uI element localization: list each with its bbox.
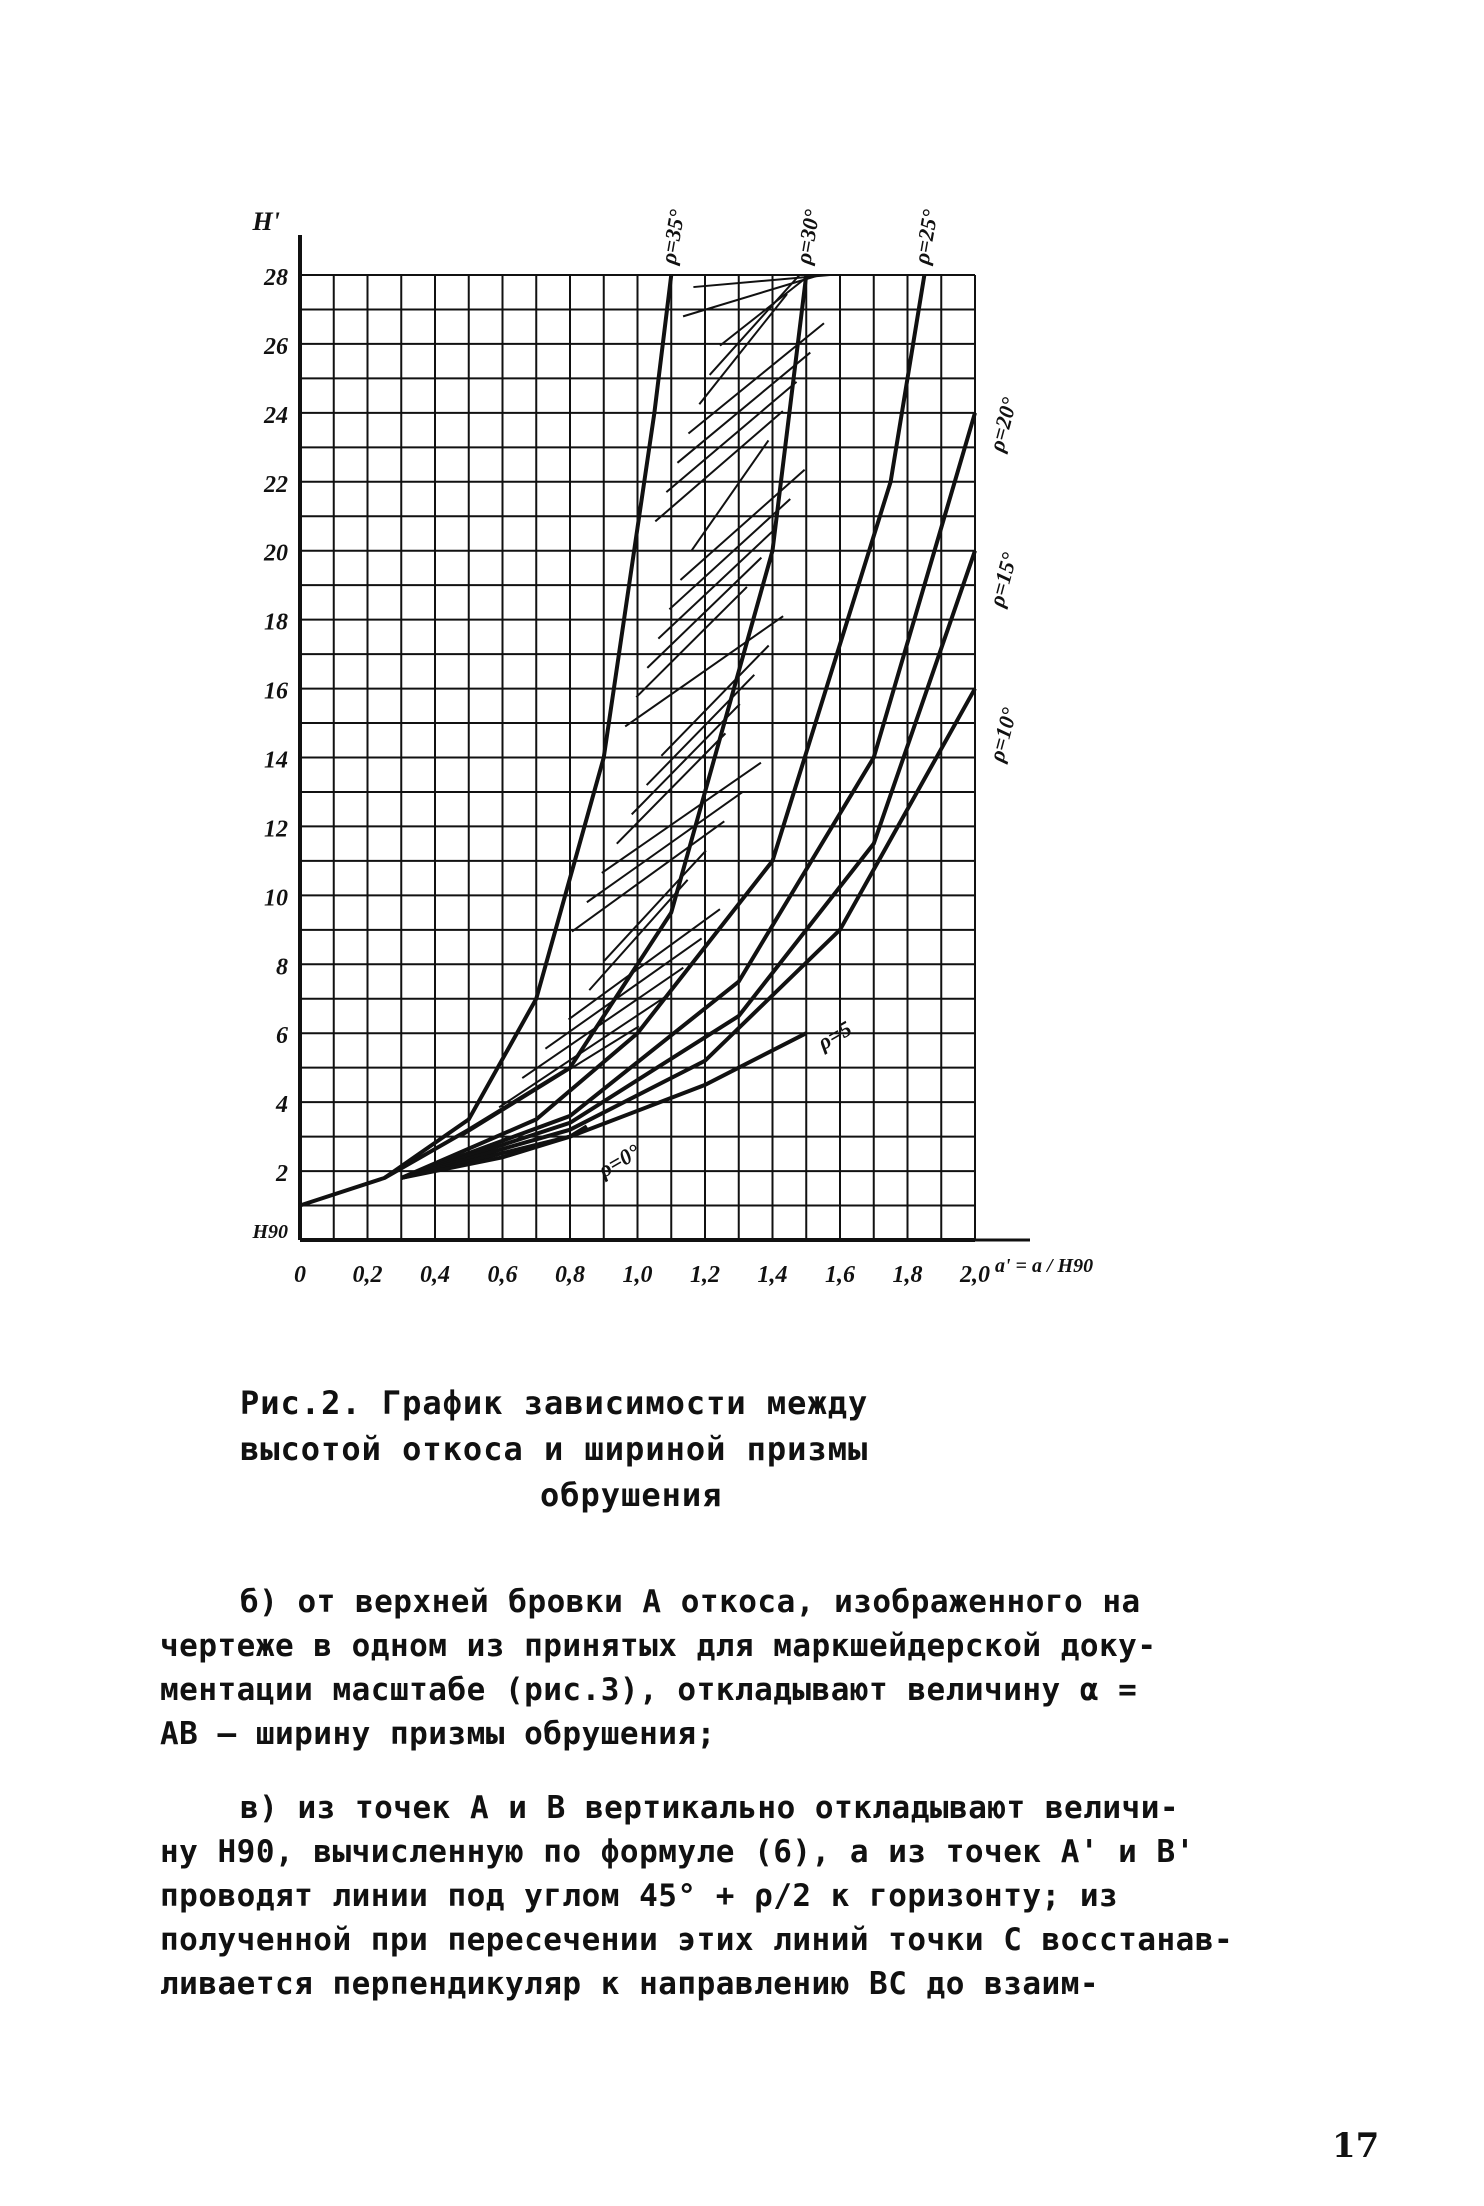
paragraph-c-line-2: ну H90, вычисленную по формуле (6), а из точек А' и В' bbox=[160, 1834, 1195, 1870]
y-tick-label: 24 bbox=[264, 402, 288, 429]
x-tick-label: 2,0 bbox=[960, 1262, 990, 1288]
y-tick-label: 14 bbox=[264, 747, 288, 774]
x-tick-label: 0 bbox=[294, 1262, 306, 1288]
curve-label-right: ρ=10° bbox=[983, 705, 1022, 765]
paragraph-b-line-4: АВ – ширину призмы обрушения; bbox=[160, 1716, 716, 1752]
y-tick-label: 4 bbox=[276, 1092, 288, 1119]
curve-label-inner: ρ=0° bbox=[593, 1138, 645, 1183]
hatch-line bbox=[693, 275, 829, 287]
figure-caption bbox=[240, 1380, 1060, 1518]
caption-line-3: обрушения bbox=[540, 1476, 723, 1514]
x-tick-label: 1,6 bbox=[825, 1262, 855, 1288]
caption-line-1: Рис.2. График зависимости между bbox=[240, 1384, 869, 1422]
y-tick-label: 22 bbox=[264, 471, 288, 498]
y-axis-label: H' bbox=[252, 207, 280, 236]
x-tick-label: 0,8 bbox=[555, 1262, 585, 1288]
curve-label-top: ρ=30° bbox=[790, 207, 825, 266]
x-tick-label: 0,2 bbox=[352, 1262, 383, 1288]
body-text bbox=[160, 1580, 1390, 2036]
hatch-line bbox=[499, 997, 665, 1107]
y-tick-label: 10 bbox=[264, 885, 288, 912]
x-axis-label: a' = a / H90 bbox=[995, 1255, 1094, 1277]
origin-label: H90 bbox=[252, 1221, 288, 1243]
hatch-line bbox=[632, 704, 740, 814]
x-tick-label: 1,0 bbox=[622, 1262, 653, 1288]
y-tick-label: 16 bbox=[264, 678, 288, 705]
hatch-line bbox=[661, 645, 768, 755]
hatch-line bbox=[710, 275, 800, 375]
x-tick-label: 0,4 bbox=[420, 1262, 450, 1288]
paragraph-b-line-2: чертеже в одном из принятых для маркшейдерской доку- bbox=[160, 1628, 1157, 1664]
y-tick-label: 6 bbox=[276, 1023, 288, 1050]
x-tick-label: 0,6 bbox=[487, 1262, 518, 1288]
paragraph-b bbox=[160, 1580, 1390, 1756]
curve-line bbox=[300, 275, 671, 1206]
x-tick-label: 1,8 bbox=[892, 1262, 923, 1288]
page-number: 17 bbox=[1332, 2126, 1380, 2166]
y-tick-label: 18 bbox=[264, 609, 288, 636]
y-tick-label: 12 bbox=[264, 816, 288, 843]
curve-label-top: ρ=25° bbox=[908, 207, 943, 266]
paragraph-c bbox=[160, 1786, 1390, 2006]
hatch-line bbox=[587, 792, 743, 902]
curve-label-right: ρ=15° bbox=[983, 549, 1022, 610]
curve-label-right: ρ=20° bbox=[983, 394, 1022, 455]
paragraph-c-line-3: проводят линии под углом 45° + ρ/2 к горизонту; из bbox=[160, 1878, 1119, 1914]
y-tick-label: 28 bbox=[264, 265, 288, 291]
y-tick-label: 20 bbox=[264, 540, 288, 567]
hatch-line bbox=[572, 821, 724, 931]
hatch-line bbox=[699, 294, 787, 404]
paragraph-b-line-1: б) от верхней бровки А откоса, изображенного на bbox=[240, 1584, 1141, 1620]
x-tick-label: 1,4 bbox=[757, 1262, 788, 1288]
curve-label-inner: ρ=5 bbox=[813, 1015, 856, 1055]
paragraph-c-line-5: ливается перпендикуляр к направлению ВС до взаим- bbox=[160, 1966, 1100, 2002]
paragraph-b-line-3: ментации масштабе (рис.3), откладывают величину α = bbox=[160, 1672, 1138, 1708]
x-tick-label: 1,2 bbox=[690, 1262, 720, 1288]
y-tick-label: 2 bbox=[276, 1161, 288, 1188]
y-tick-label: 26 bbox=[264, 333, 288, 360]
hatch-line bbox=[658, 528, 775, 638]
hatch-line bbox=[680, 470, 804, 580]
paragraph-c-line-4: полученной при пересечении этих линий точки С восстанав- bbox=[160, 1922, 1234, 1958]
y-tick-label: 8 bbox=[276, 954, 288, 981]
chart-labels bbox=[251, 207, 1093, 1288]
chart-grid bbox=[300, 235, 1030, 1240]
curve-label-top: ρ=35° bbox=[655, 207, 690, 266]
hatch-line bbox=[604, 851, 706, 961]
paragraph-c-line-1: в) из точек А и В вертикально откладывают величи- bbox=[240, 1790, 1180, 1826]
caption-line-2: высотой откоса и шириной призмы bbox=[240, 1430, 869, 1468]
